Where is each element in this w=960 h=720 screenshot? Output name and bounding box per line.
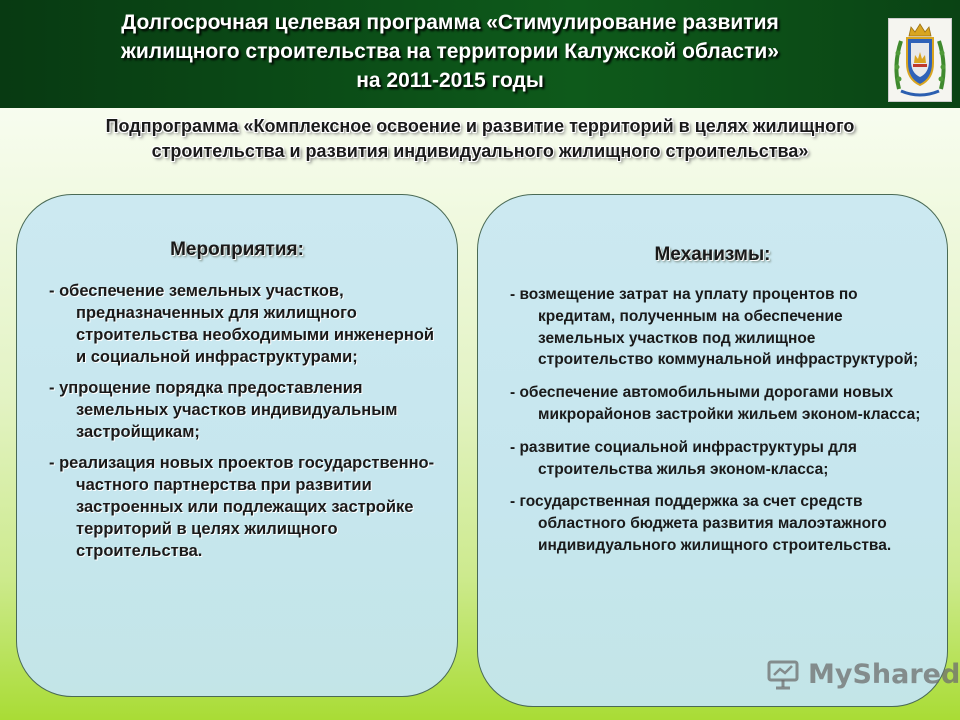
mechanisms-item: - возмещение затрат на уплату процентов по кредитам, полученным на обеспечение земельных участков под жилищное строительство коммунальной инфраструктурой; bbox=[510, 286, 919, 369]
presentation-board-icon bbox=[766, 657, 800, 691]
mechanisms-list bbox=[510, 284, 927, 557]
main-title-line-2: жилищного строительства на территории Калужской области» bbox=[120, 40, 779, 63]
subprogram-title-line-1: Подпрограмма «Комплексное освоение и развитие территорий в целях жилищного bbox=[105, 116, 855, 136]
subprogram-title bbox=[0, 114, 960, 164]
mechanisms-item: - обеспечение автомобильными дорогами новых микрорайонов застройки жильем эконом-класса; bbox=[510, 384, 921, 423]
mechanisms-panel-title: Механизмы: bbox=[654, 244, 771, 265]
main-title-line-3: на 2011-2015 годы bbox=[356, 69, 544, 92]
kaluga-coat-of-arms-icon bbox=[888, 18, 952, 102]
mechanisms-item: - государственная поддержка за счет средств областного бюджета развития малоэтажного индивидуального жилищного строительства. bbox=[510, 493, 892, 554]
measures-item: - упрощение порядка предоставления земельных участков индивидуальным застройщикам; bbox=[49, 379, 398, 441]
measures-panel-title: Мероприятия: bbox=[170, 239, 304, 260]
main-title bbox=[0, 8, 900, 95]
mechanisms-item: - развитие социальной инфраструктуры для строительства жилья эконом-класса; bbox=[510, 438, 857, 478]
measures-item: - обеспечение земельных участков, предназначенных для жилищного строительства необходимыми инженерной и социальной инфраструктурами; bbox=[49, 282, 435, 366]
header-bar bbox=[0, 0, 960, 108]
mechanisms-panel bbox=[477, 194, 948, 707]
watermark-text: MyShared bbox=[808, 658, 960, 690]
measures-list bbox=[49, 280, 437, 562]
measures-item: - реализация новых проектов государственно-частного партнерства при развитии застроенных или подлежащих застройке территорий в целях жилищного строительства. bbox=[49, 454, 435, 560]
watermark bbox=[766, 654, 960, 694]
main-title-line-1: Долгосрочная целевая программа «Стимулирование развития bbox=[121, 11, 779, 34]
subprogram-title-line-2: строительства и развития индивидуального жилищного строительства» bbox=[151, 141, 809, 161]
measures-panel bbox=[16, 194, 458, 697]
